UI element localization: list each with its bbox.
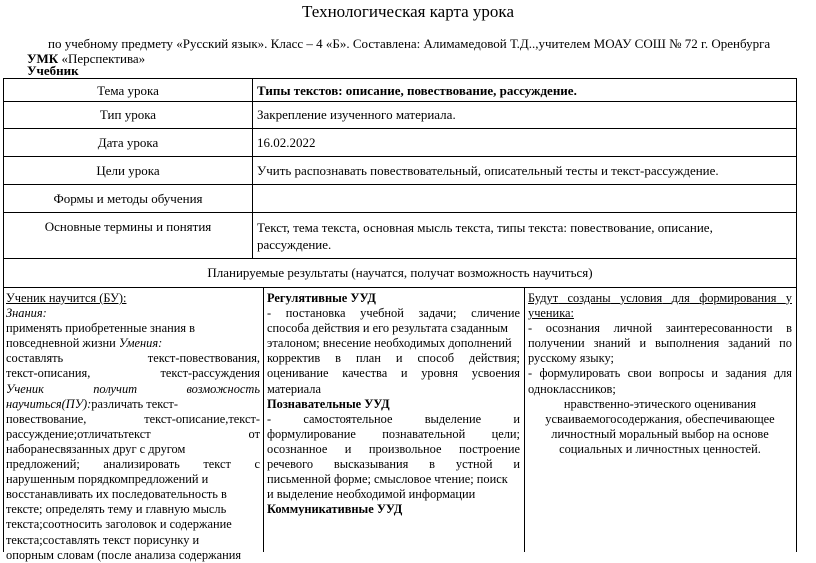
row-value: Типы текстов: описание, повествование, рассуждение.	[257, 83, 577, 98]
text-line: текста;соотносить заголовок и содержание	[6, 517, 232, 532]
conditions-column	[528, 291, 792, 457]
cognitive-heading: Познавательные УУД	[267, 396, 390, 411]
row-value-line: рассуждение.	[257, 237, 332, 252]
text-line: нравственно-этического оценивания	[563, 396, 757, 411]
text-line: социальных и личностных ценностей.	[559, 441, 761, 456]
conditions-heading-end: ученика:	[528, 306, 574, 321]
row-label: Цели урока	[96, 163, 160, 178]
text-line: повествование, текст-описание,текст-	[6, 411, 260, 426]
umk-label: УМК	[27, 51, 59, 66]
row-value: Закрепление изученного материала.	[257, 107, 456, 122]
knowledge-label: Знания:	[6, 306, 47, 321]
text-line: материала	[267, 381, 321, 396]
planned-results-heading: Планируемые результаты (научатся, получат возможность научиться)	[207, 265, 593, 280]
text-line: предложений; анализировать текст с	[6, 457, 260, 472]
text-line: научиться(ПУ):различать текст-	[6, 396, 178, 411]
subtitle: по учебному предмету «Русский язык». Класс – 4 «Б». Составлена: Алимамедовой Т.Д..,учителем МОАУ СОШ № 72 г. Оренбурга	[48, 36, 771, 51]
uud-column	[267, 291, 520, 517]
text-line: оценивание качества и уровня усвоения	[267, 366, 520, 381]
row-label: Тип урока	[99, 107, 157, 122]
learner-column	[6, 291, 260, 563]
text-line: одноклассников;	[528, 381, 616, 396]
text-line: - самостоятельное выделение и	[267, 411, 520, 426]
text-line: способа действия и его результата сзаданным	[267, 321, 508, 336]
text-line: восстанавливать их последовательность в	[6, 487, 227, 502]
text-line: корректив в план и способ действия;	[267, 351, 520, 366]
text-line: наборанесвязанных друг с другом	[6, 441, 186, 456]
text-line: эталоном; внесение необходимых дополнений	[267, 336, 512, 351]
learner-heading: Ученик научится (БУ):	[6, 291, 127, 305]
text-line: и выделение необходимой информации	[267, 487, 476, 502]
text-line: составлять текст-повествования,	[6, 351, 260, 366]
text-line: - формулировать свои вопросы и задания для	[528, 366, 792, 381]
text-line: опорным словам (после анализа содержания	[6, 547, 242, 562]
row-value: 16.02.2022	[257, 135, 316, 150]
text-line: личностный моральный выбор на основе	[551, 426, 769, 441]
text-line: осознанное и произвольное построение	[267, 441, 520, 456]
text-line: повседневной жизни Умения:	[6, 336, 163, 351]
text-line: русскому языку;	[528, 351, 614, 366]
text-line: - постановка учебной задачи; сличение	[267, 306, 520, 321]
text-line: текст-описания, текст-рассуждения	[6, 366, 260, 381]
row-value: Учить распознавать повествовательный, описательный тесты и текст-рассуждение.	[257, 163, 719, 178]
text-line: речевого высказывания в устной и	[267, 457, 520, 472]
text-line: усваиваемогосодержания, обеспечивающее	[545, 411, 775, 426]
row-value	[257, 219, 713, 253]
row-label: Дата урока	[97, 135, 159, 150]
text-line: применять приобретенные знания в	[6, 321, 195, 336]
text-line: нарушенным порядкомпредложений и	[6, 472, 209, 487]
text-line: Ученик получит возможность	[6, 381, 260, 396]
text-line: письменной форме; смысловое чтение; поиск	[267, 472, 508, 487]
conditions-heading: Будут созданы условия для формирования у	[528, 291, 792, 305]
umk-value: «Перспектива»	[61, 51, 146, 66]
text-line: текста;составлять текст порисунку и	[6, 532, 200, 547]
row-label: Основные термины и понятия	[44, 219, 212, 234]
text-line: получении знаний и выполнения заданий по	[528, 336, 792, 351]
row-label: Формы и методы обучения	[53, 191, 203, 206]
communicative-heading: Коммуникативные УУД	[267, 502, 403, 517]
row-label: Тема урока	[97, 83, 159, 98]
text-line: рассуждение;отличатьтекст от	[6, 426, 260, 441]
textbook-label: Учебник	[27, 63, 79, 78]
regulative-heading: Регулятивные УУД	[267, 291, 376, 305]
page-title: Технологическая карта урока	[302, 2, 514, 21]
text-line: - осознания личной заинтересованности в	[528, 321, 792, 336]
row-value-line: Текст, тема текста, основная мысль текста, типы текста: повествование, описание,	[257, 220, 713, 235]
text-line: тексте; определять тему и главную мысль	[6, 502, 227, 517]
text-line: формулирование познавательной цели;	[267, 426, 520, 441]
